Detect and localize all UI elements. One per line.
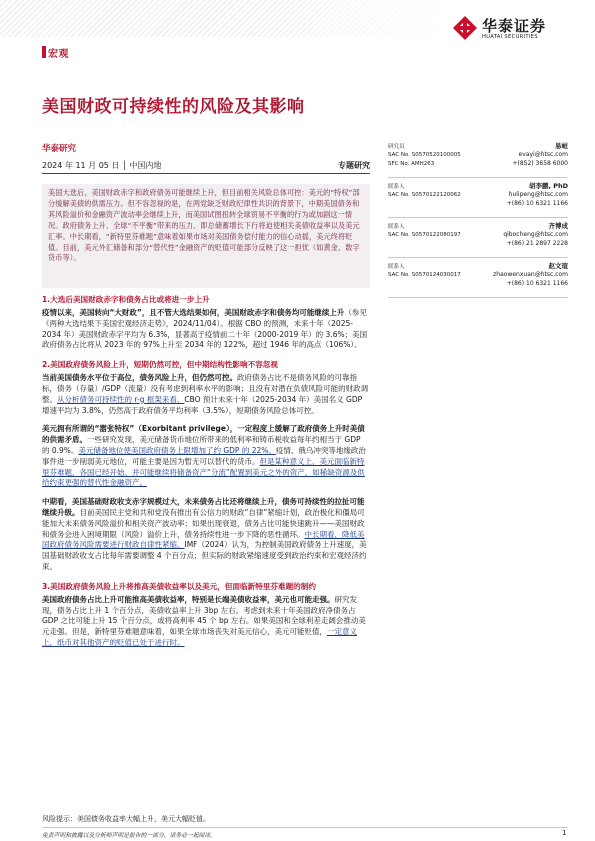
paragraph-text: 研究发现，债务占比上升 1 个百分点，美债收益率上升 3bp 左右。考虑到未来十年美国政府净债务占 GDP 之比可能上升 15 个百分点，或将高利率 45 个 bp 左右。如果美国和全球利差走阔会推动美元走强。但是，新特里芬难题意味着，如果全球市场丧失对美元信心，美元可能贬值，: [42, 594, 366, 637]
lead-sentence: 美元拥有所谓的“嚣张特权”（Exorbitant privilege），一定程度上缓解了政府债务上升时美债的供需矛盾。: [42, 424, 365, 445]
body-paragraph: [42, 497, 370, 573]
lead-sentence: 当前美国债务水平位于高位，债务风险上升，但仍然可控。: [42, 373, 237, 383]
paragraph-text: 目前美国民主党和共和党没有推出有公信力的财政“自律”紧缩计划，政治极化和僵局可能加大未来债务风险溢价和相关资产波动率；如果出现衰退，债务占比可能快速跳升——美国财政和债务会进入困境期限（风险）溢价上升，债务持续性进一步下降的恶性循环。: [42, 507, 365, 539]
lead-sentence: 中期看，美国基础财政收支赤字规模过大，未来债务占比还将继续上升，债务可持续性的拉扯可能继续升级。: [42, 497, 365, 517]
paragraph-text: 一些研究发现，美元储备货币地位所带来的低利率和铸币税收益每年约相当于 GDP 的 0.9%。: [42, 435, 361, 455]
logo-subtitle: HUATAI SECURITIES: [482, 34, 538, 40]
highlighted-text: 一定意义上，纸币对其他资产的贬值已处于进行时。: [42, 627, 357, 647]
body-paragraph: [42, 373, 370, 416]
analyst-panel: [388, 138, 568, 298]
analyst-role: 研究员: [388, 144, 405, 150]
analyst-card: [388, 138, 568, 178]
analyst-name: 胡李鹏, PhD: [528, 182, 568, 190]
analyst-card: [388, 218, 568, 258]
section-tag: 宏观: [48, 49, 69, 60]
page-number: 1: [562, 829, 567, 837]
lead-sentence: 美国政府债务占比上升可能推高美债收益率，特别是长端美债收益率，美元也可能走强。: [42, 594, 335, 604]
research-org: 华泰研究: [42, 144, 77, 154]
report-date: 2024 年 11 月 05 日 │ 中国内地: [42, 161, 162, 170]
date-bar: [42, 160, 370, 174]
highlighted-text: 美元储备地位使美国政府债务上限增加了约 GDP 的 22%。: [78, 445, 276, 455]
header-pattern-fade: [260, 0, 450, 37]
analyst-phone: +(86) 21 2897 2228: [506, 240, 568, 247]
summary-text: 美国大选后，美国财政赤字和政府债务可能继续上升，但目前相关风险总体可控：美元的“特权”部分缓解美债的供需压力。但不容忽视的是，在两党缺乏财政纪律性共识的背景下，中期美国债务和其风险溢价和金融资产波动率会继续上升，而美国试图扭转全球贸易不平衡的行为或加剧这一情况。政府债务上升、全球“不平衡”带来的压力、即总储蓄增长下行将迫使相关美债收益率以及美元汇率。中长期看，“新特里芬难题”意味着如果市场对美国债务偿付能力的信心动摇，美元终将贬值。目前，美元外汇储备和部分“替代性”金融资产的贬值可能部分反映了这一担忧（如黄金、数字货币等）。: [48, 188, 360, 263]
analyst-email[interactable]: zhaowenxuan@htsc.com: [493, 271, 568, 278]
body-paragraph: [42, 424, 370, 489]
paragraph-text: 政府债务占比不是债务风险的可靠指标，债务（存量）/GDP（流量）没有考虑到利率水平的影响；且没有对潜在负债风险可能的财政调整。: [42, 373, 369, 404]
analyst-sac: SAC No. S0570122080197: [388, 232, 461, 238]
analyst-name: 易峘: [555, 142, 568, 150]
analyst-name: 赵文瑄: [548, 262, 568, 270]
analyst-card: [388, 258, 568, 298]
report-type: 专题研究: [338, 161, 370, 170]
analyst-phone: +(852) 3658 6000: [512, 160, 568, 167]
footer-disclaimer: 免责声明和披露以及分析师声明是报告的一部分，请务必一起阅读。: [42, 833, 216, 839]
analyst-sac: SAC No. S0570122120062: [388, 192, 461, 198]
section-heading: 1.大选后美国财政赤字和债务占比或将进一步上升: [42, 295, 210, 304]
highlighted-text: 但是某种意义上，美元面临新特里芬难题，各国已经开始、并可能继续将储备资产“分流”配置到美元之外的资产，如稀缺资源及供给约束更强的替代性金融资产。: [42, 456, 365, 488]
analyst-sac: SAC No. S0570520100005: [388, 152, 461, 158]
body-paragraph: [42, 595, 370, 649]
lead-sentence: 疫情以来，美国转向“大财政”，且不管大选结果如何，美国财政赤字和债务均可能继续上升: [42, 308, 345, 317]
analyst-role: 联系人: [388, 224, 405, 230]
analyst-role: 联系人: [388, 264, 405, 270]
analyst-email[interactable]: evayi@htsc.com: [518, 151, 568, 158]
analyst-sac: SAC No. S0570124030017: [388, 272, 461, 278]
section-heading: 2.美国政府债务风险上升，短期仍然可控，但中期结构性影响不容忽视: [42, 360, 278, 370]
analyst-phone: +(86) 10 6321 1166: [506, 280, 568, 287]
footer-divider: [42, 827, 568, 828]
logo-mark-icon: [452, 15, 478, 41]
report-title: 美国财政可持续性的风险及其影响: [42, 97, 305, 117]
report-body: [42, 294, 370, 649]
risk-warning: 风险提示：美国债务收益率大幅上升，美元大幅贬值。: [42, 815, 210, 823]
section-heading: 3.美国政府债务风险上升将推高美债收益率以及美元，但面临新特里芬难题的制约: [42, 581, 316, 591]
analyst-sfc: SFC No. AMH263: [388, 161, 435, 167]
analyst-role: 联系人: [388, 184, 405, 190]
paragraph-text: 疫情、俄乌冲突等地缘政治事件进一步削弱美元地位，可能主要是因为暂无可以替代的货币。: [42, 445, 366, 466]
logo-name: 华泰证券: [482, 17, 547, 35]
highlighted-text: 从分析债务可持续性的 r-g 框架来看，: [57, 394, 185, 404]
highlighted-text: 中长期看，降低美国政府债务风险需要进行财政自律性紧缩。: [42, 529, 365, 550]
paragraph-text: IMF（2024）认为，为控制美国政府债务上升速度，美国基础财政收支占比每年需要调整 4 个百分点；但实际的财政紧缩速度受到政治约束和宏观经济约束。: [42, 540, 367, 571]
analyst-email[interactable]: hulipeng@htsc.com: [508, 191, 568, 198]
company-logo: [452, 15, 570, 45]
analyst-name: 齐博成: [548, 222, 568, 230]
summary-box: [42, 184, 370, 288]
analyst-email[interactable]: qibocheng@htsc.com: [503, 231, 568, 238]
paragraph-text: CBO 预计未来十年（2025-2034 年）美国名义 GDP 增速平均为 3.8%，仍然高于政府债务平均利率（3.5%），短期债务风险总体可控。: [42, 394, 363, 415]
paragraph-text: （参见《两种大选结果下美国宏观经济走势》，2024/11/04）。根据 CBO 的预测，未来十年（2025-2034 年）美国财政赤字平均为 6.3%，显著高于疫情前二十年（2000-2019 年）的 3.6%；美国政府债务占比将从 2023 年的 97%上升至 2034 年的 122%，超过 1946 年的高点（106%）。: [42, 308, 368, 350]
analyst-phone: +(86) 10 6321 1166: [506, 200, 568, 207]
section-marker: [42, 46, 46, 58]
analyst-card: [388, 178, 568, 218]
body-paragraph: [42, 308, 370, 351]
